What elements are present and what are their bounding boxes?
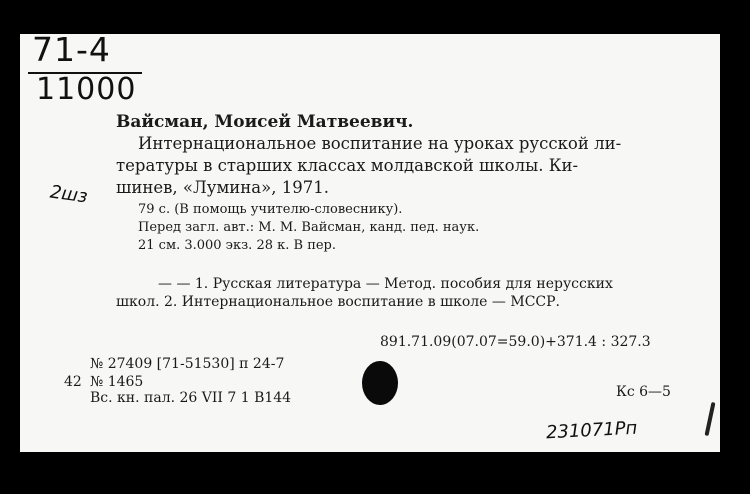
subject-line-2: школ. 2. Интернациональное воспитание в школе — МССР.: [116, 294, 560, 310]
chamber-line: Вс. кн. пал. 26 VII 7 1 В144: [90, 390, 292, 406]
handwritten-stamp: 231071Рп: [545, 417, 638, 444]
title-line-1: Интернациональное воспитание на уроках русской ли-: [138, 134, 622, 153]
record-code: Кс 6—5: [616, 384, 671, 400]
title-line-2: тературы в старших классах молдавской школы. Ки-: [116, 156, 579, 175]
author-heading: Вайсман, Моисей Матвеевич.: [116, 112, 414, 132]
shelf-mark-bottom: 11000: [36, 72, 137, 107]
physical-line-1: 79 с. (В помощь учителю-словеснику).: [138, 202, 403, 217]
record-prefix: 42: [64, 374, 82, 390]
record-number-line: № 27409 [71-51530] п 24-7: [90, 356, 285, 372]
record-second-number: № 1465: [90, 374, 144, 390]
handwritten-margin-note: 2шз: [48, 181, 89, 208]
physical-line-3: 21 см. 3.000 экз. 28 к. В пер.: [138, 238, 337, 253]
catalog-card: [20, 34, 720, 452]
edge-pen-mark: [705, 402, 716, 436]
physical-line-2: Перед загл. авт.: М. М. Вайсман, канд. пед. наук.: [138, 220, 480, 235]
title-line-3: шинев, «Лумина», 1971.: [116, 178, 329, 197]
subject-line-1: — — 1. Русская литература — Метод. пособия для нерусских: [158, 276, 613, 292]
ink-blot: [362, 361, 398, 405]
classification-index: 891.71.09(07.07=59.0)+371.4 : 327.3: [380, 334, 651, 350]
shelf-mark-top: 71-4: [32, 34, 111, 69]
